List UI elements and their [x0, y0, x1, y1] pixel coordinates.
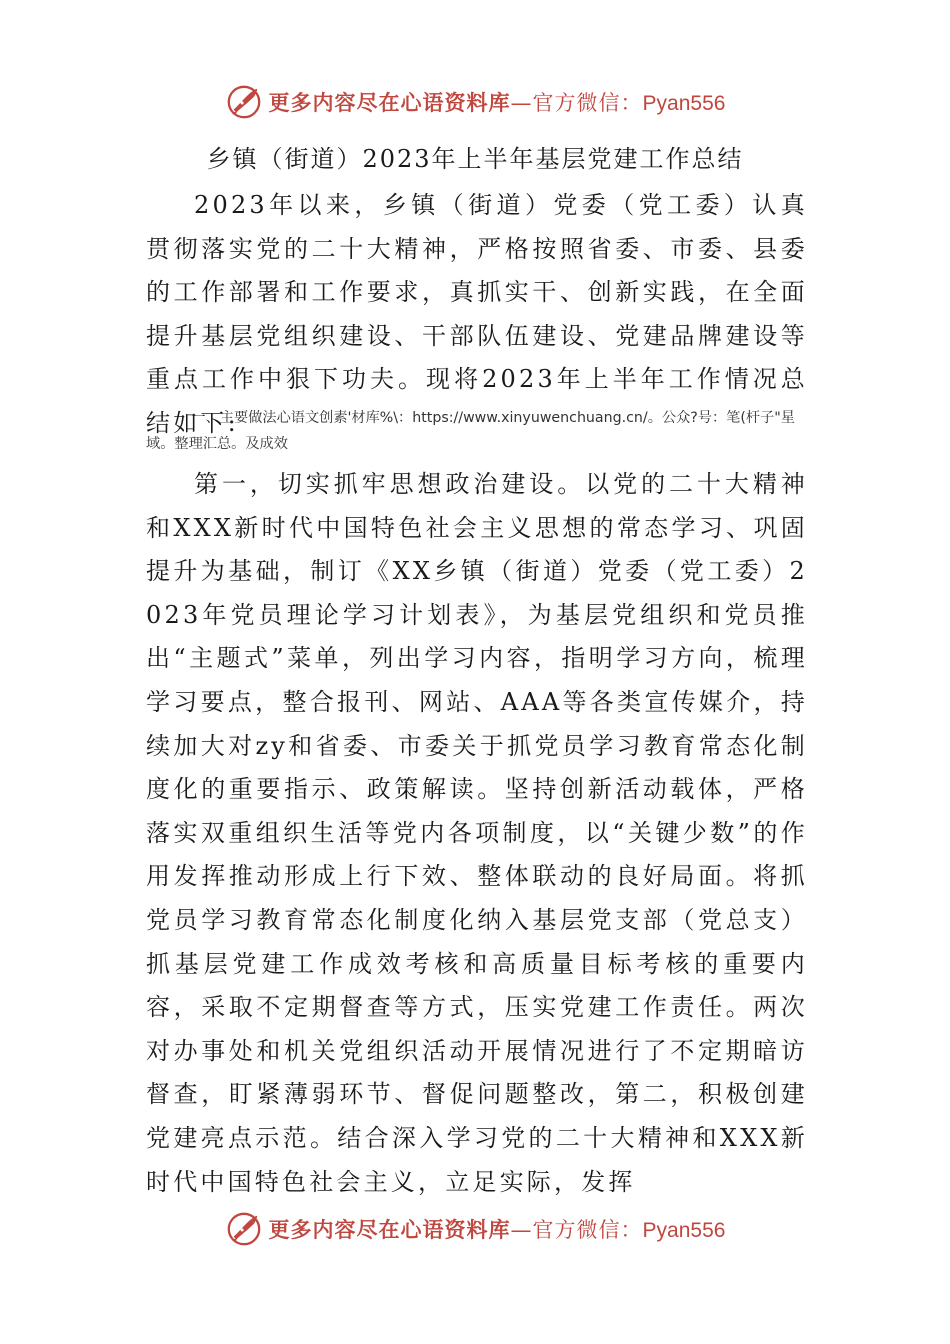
watermark-wechat-id: Pyan556	[642, 1219, 726, 1242]
pen-nib-logo-icon	[225, 83, 263, 121]
document-title: 乡镇（街道）2023年上半年基层党建工作总结	[206, 145, 744, 173]
watermark-text	[269, 1214, 726, 1244]
intro-paragraph: 2023年以来，乡镇（街道）党委（党工委）认真贯彻落实党的二十大精神，严格按照省委、市委、县委的工作部署和工作要求，真抓实干、创新实践，在全面提升基层党组织建设、干部队伍建设、党建品牌建设等重点工作中狠下功夫。现将2023年上半年工作情况总结如下:	[146, 191, 808, 437]
watermark-main-text: 更多内容尽在心语资料库	[268, 1218, 511, 1242]
watermark-sub-text: 官方微信：	[532, 91, 643, 115]
footer-watermark-banner	[0, 1207, 950, 1251]
watermark-text	[269, 87, 726, 117]
section-heading-note: 一、主要做法心语文创素'材库%\：https://www.xinyuwenchuang.cn/。公众?号：笔(杆子"星域。整理汇总。及成效	[146, 410, 795, 452]
pen-nib-logo-icon	[225, 1210, 263, 1248]
watermark-sub-text: 官方微信：	[532, 1218, 643, 1242]
watermark-main-text: 更多内容尽在心语资料库	[268, 91, 511, 115]
header-watermark-banner	[0, 80, 950, 124]
watermark-dash: —	[510, 1218, 533, 1242]
body-paragraph: 第一，切实抓牢思想政治建设。以党的二十大精神和XXX新时代中国特色社会主义思想的常态学习、巩固提升为基础，制订《XX乡镇（街道）党委（党工委）2023年党员理论学习计划表》，为基层党组织和党员推出“主题式”菜单，列出学习内容，指明学习方向，梳理学习要点，整合报刊、网站、AAA等各类宣传媒介，持续加大对zy和省委、市委关于抓党员学习教育常态化制度化的重要指示、政策解读。坚持创新活动载体，严格落实双重组织生活等党内各项制度，以“关键少数”的作用发挥推动形成上行下效、整体联动的良好局面。将抓党员学习教育常态化制度化纳入基层党支部（党总支）抓基层党建工作成效考核和高质量目标考核的重要内容，采取不定期督查等方式，压实党建工作责任。两次对办事处和机关党组织活动开展情况进行了不定期暗访督查，盯紧薄弱环节、督促问题整改，第二，积极创建党建亮点示范。结合深入学习党的二十大精神和XXX新时代中国特色社会主义，立足实际，发挥	[146, 470, 808, 1196]
watermark-wechat-id: Pyan556	[642, 92, 726, 115]
watermark-dash: —	[510, 91, 533, 115]
